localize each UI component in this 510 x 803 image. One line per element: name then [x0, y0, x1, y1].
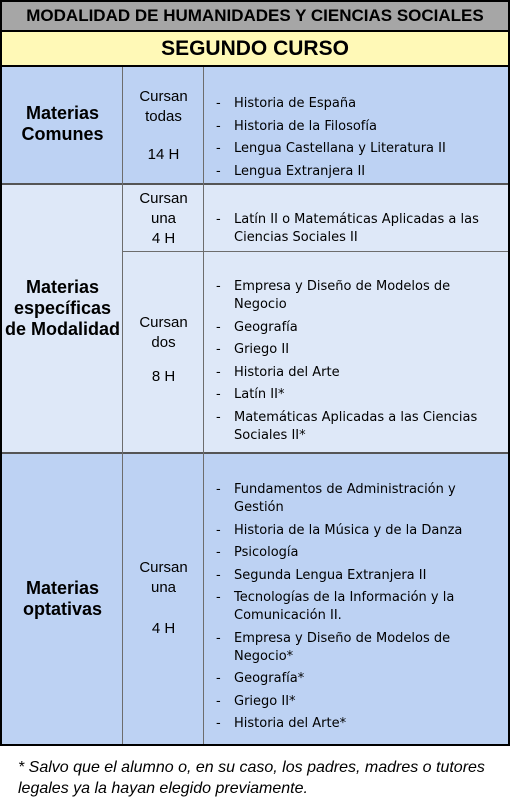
course-title: SEGUNDO CURSO [2, 32, 508, 67]
comunes-cursan: Cursan [139, 88, 188, 105]
group2-cursan: Cursan [139, 314, 188, 331]
footnote: * Salvo que el alumno o, en su caso, los padres, madres o tutores legales ya la hayan elegido previamente. [18, 759, 485, 797]
comunes-count: todas [145, 108, 182, 125]
subject-item: - Historia de la Filosofía [216, 118, 500, 136]
subject-item: - Latín II* [216, 386, 500, 404]
column-divider-right [203, 67, 204, 744]
especificas-row [2, 185, 508, 454]
subject-item: - Geografía [216, 319, 500, 337]
optativas-count: una [150, 579, 177, 596]
especificas-group1-hours-cell [123, 189, 204, 249]
optativas-subject-list [216, 481, 500, 738]
optativas-hours-cell [123, 558, 204, 639]
subject-item: - Historia del Arte* [216, 715, 500, 733]
comunes-hours-cell [123, 87, 204, 165]
subject-item: - Latín II o Matemáticas Aplicadas a las Ciencias Sociales II [216, 211, 500, 247]
group2-hours: 8 H [151, 368, 176, 385]
subject-item: - Empresa y Diseño de Modelos de Negocio [216, 278, 500, 314]
subject-item: - Historia de la Música y de la Danza [216, 522, 500, 540]
group2-count: dos [151, 334, 176, 351]
subject-item: - Matemáticas Aplicadas a las Ciencias Sociales II* [216, 409, 500, 445]
subject-item: - Segunda Lengua Extranjera II [216, 567, 500, 585]
optativas-label: Materias optativas [22, 578, 103, 619]
group1-cursan: Cursan [139, 190, 188, 207]
comunes-row [2, 67, 508, 185]
subject-item: - Fundamentos de Administración y Gestión [216, 481, 500, 517]
subject-item: - Griego II [216, 341, 500, 359]
comunes-label: Materias Comunes [21, 103, 104, 144]
especificas-label: Materias específicas de Modalidad [4, 277, 120, 339]
especificas-group2-hours-cell [123, 313, 204, 387]
subject-item: - Lengua Extranjera II [216, 163, 500, 181]
especificas-group1-subject-list [216, 211, 500, 252]
subject-item: - Griego II* [216, 693, 500, 711]
subject-item: - Empresa y Diseño de Modelos de Negocio* [216, 630, 500, 666]
especificas-group2-subject-list [216, 278, 500, 449]
subject-item: - Tecnologías de la Información y la Comunicación II. [216, 589, 500, 625]
group1-hours: 4 H [151, 230, 176, 247]
modality-title: MODALIDAD DE HUMANIDADES Y CIENCIAS SOCIALES [2, 2, 508, 32]
subject-item: - Historia del Arte [216, 364, 500, 382]
comunes-subject-list [216, 95, 500, 185]
subject-item: - Lengua Castellana y Literatura II [216, 140, 500, 158]
column-divider-left [122, 67, 123, 744]
optativas-hours: 4 H [151, 620, 176, 637]
subject-item: - Geografía* [216, 670, 500, 688]
comunes-hours: 14 H [147, 146, 180, 163]
subject-item: - Psicología [216, 544, 500, 562]
optativas-row [2, 454, 508, 744]
optativas-cursan: Cursan [139, 559, 188, 576]
subject-item: - Historia de España [216, 95, 500, 113]
group1-count: una [150, 210, 177, 227]
